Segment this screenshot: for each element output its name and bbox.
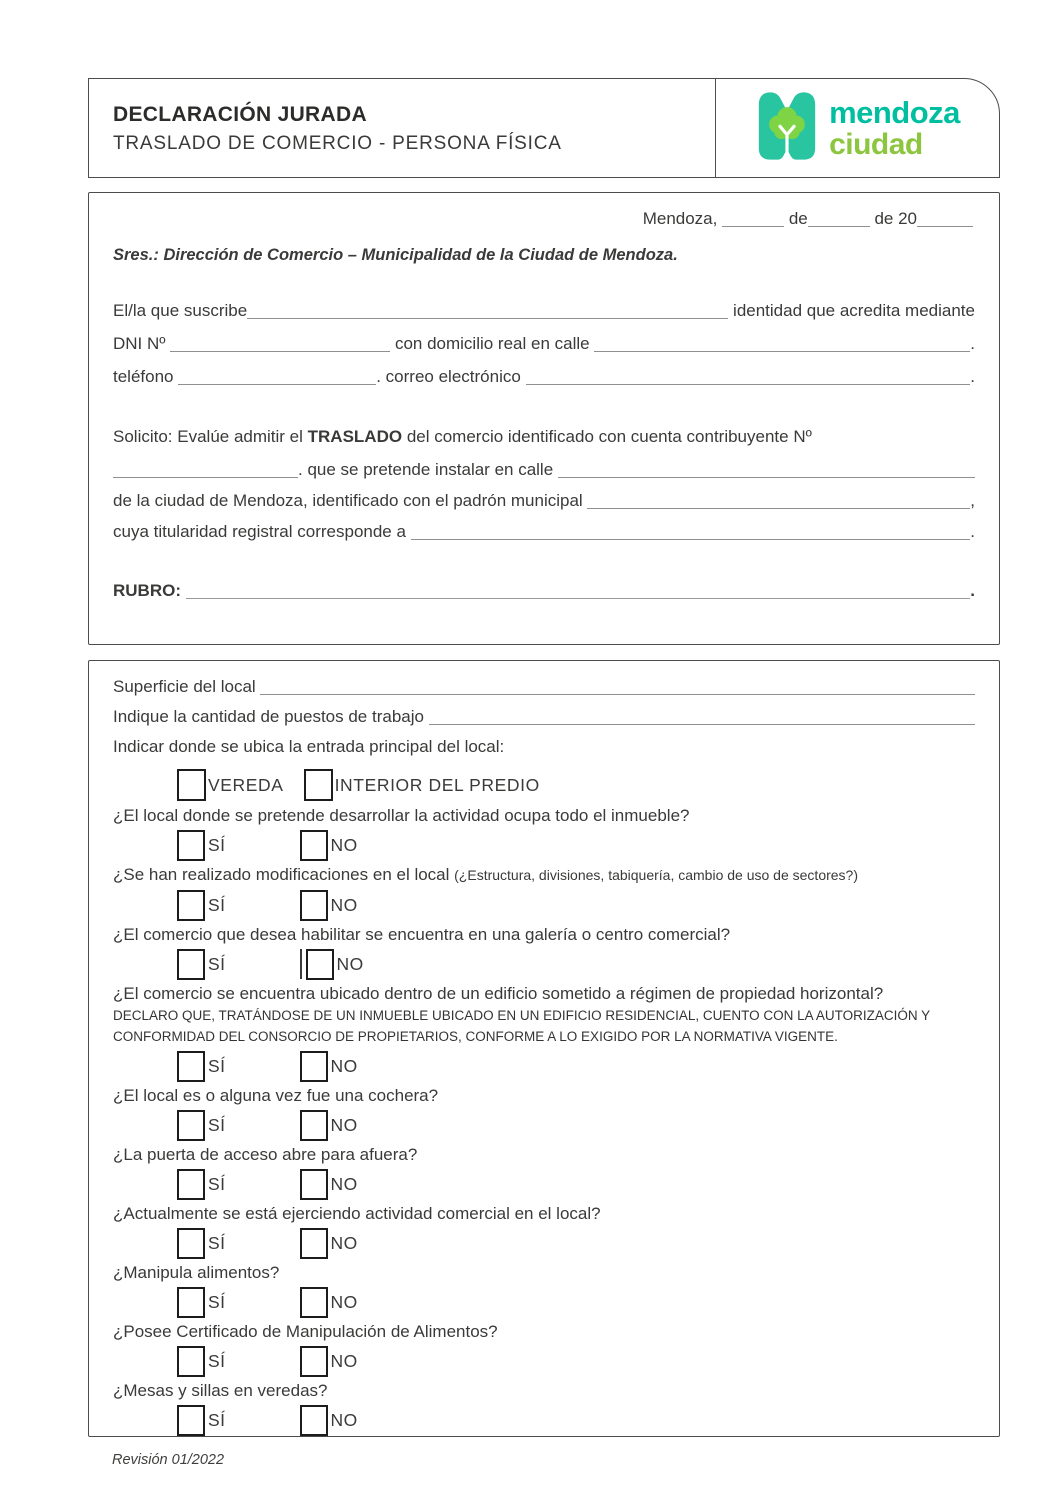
q3-label-si: SÍ [208, 953, 226, 974]
question-9-answers [177, 1342, 975, 1380]
question-10-answers [177, 1401, 975, 1439]
q5-label-no: NO [330, 1114, 358, 1135]
question-10-text: ¿Mesas y sillas en veredas? [113, 1381, 328, 1400]
date-line [113, 209, 975, 233]
question-6-text: ¿La puerta de acceso abre para afuera? [113, 1145, 418, 1164]
q10-checkbox-no[interactable] [300, 1405, 328, 1436]
question-1-text: ¿El local donde se pretende desarrollar la actividad ocupa todo el inmueble? [113, 806, 690, 825]
blank-rubro[interactable] [186, 586, 971, 599]
solicito-post-label: del comercio identificado con cuenta contribuyente Nº [402, 427, 812, 446]
date-de1: de [784, 209, 808, 228]
question-2-note: (¿Estructura, divisiones, tabiquería, cambio de uso de sectores?) [454, 867, 859, 883]
header-titles [89, 79, 715, 177]
puestos-label: Indique la cantidad de puestos de trabajo [113, 707, 429, 726]
mendoza-ciudad-logo [715, 79, 999, 177]
solicito-line [113, 427, 975, 460]
mendoza-m-tree-icon [755, 89, 819, 168]
q4-label-si: SÍ [208, 1055, 226, 1076]
padron-label: de la ciudad de Mendoza, identificado con el padrón municipal [113, 491, 588, 510]
dni-line [113, 334, 975, 367]
question-3-answers [177, 945, 975, 983]
q1-checkbox-si[interactable] [177, 830, 205, 861]
q2-checkbox-si[interactable] [177, 890, 205, 921]
blank-superficie[interactable] [260, 682, 975, 695]
q2-label-no: NO [330, 894, 358, 915]
logo-text-ciudad: ciudad [829, 127, 923, 161]
q10-checkbox-si[interactable] [177, 1405, 205, 1436]
q6-label-si: SÍ [208, 1173, 226, 1194]
q2-checkbox-no[interactable] [300, 890, 328, 921]
question-7-text: ¿Actualmente se está ejerciendo actividad comercial en el local? [113, 1204, 601, 1223]
telefono-line [113, 367, 975, 400]
padron-line [113, 491, 975, 522]
q5-label-si: SÍ [208, 1114, 226, 1135]
form-subtitle: TRASLADO DE COMERCIO - PERSONA FÍSICA [113, 133, 562, 154]
question-3-text: ¿El comercio que desea habilitar se encuentra en una galería o centro comercial? [113, 925, 731, 944]
blank-day[interactable] [722, 214, 784, 227]
logo-wordmark [829, 94, 960, 161]
q5-checkbox-si[interactable] [177, 1110, 205, 1141]
q2-label-si: SÍ [208, 894, 226, 915]
addressee-text: Sres.: Dirección de Comercio – Municipalidad de la Ciudad de Mendoza. [113, 246, 678, 264]
blank-dni[interactable] [170, 339, 390, 352]
question-7-answers [177, 1224, 975, 1262]
titular-line [113, 522, 975, 553]
header-box [88, 78, 1000, 178]
question-8 [113, 1262, 975, 1321]
q10-label-no: NO [330, 1409, 358, 1430]
titular-label: cuya titularidad registral corresponde a [113, 522, 411, 541]
vereda-label: VEREDA [208, 774, 284, 795]
question-2 [113, 864, 975, 924]
blank-calle-instalar[interactable] [558, 465, 975, 478]
date-de2: de 20 [869, 209, 917, 228]
question-3 [113, 924, 975, 983]
telefono-line-period: . [970, 367, 975, 386]
q4-label-no: NO [330, 1055, 358, 1076]
question-4-text: ¿El comercio se encuentra ubicado dentro de un edificio sometido a régimen de propiedad horizontal? [113, 984, 884, 1003]
blank-titular[interactable] [411, 527, 971, 540]
interior-predio-label: INTERIOR DEL PREDIO [334, 774, 540, 795]
q7-checkbox-si[interactable] [177, 1228, 205, 1259]
question-8-answers [177, 1283, 975, 1321]
q8-checkbox-si[interactable] [177, 1287, 205, 1318]
question-9-text: ¿Posee Certificado de Manipulación de Alimentos? [113, 1322, 498, 1341]
domicilio-label: con domicilio real en calle [390, 334, 595, 353]
question-2-text: ¿Se han realizado modificaciones en el local (¿Estructura, divisiones, tabiquería, cambio de uso de sectores?) [113, 865, 859, 884]
dni-label: DNI Nº [113, 334, 171, 353]
q10-label-si: SÍ [208, 1409, 226, 1430]
blank-correo[interactable] [526, 372, 971, 385]
questionnaire-box [88, 660, 1000, 1437]
q6-checkbox-si[interactable] [177, 1169, 205, 1200]
question-6-answers [177, 1165, 975, 1203]
question-10 [113, 1380, 975, 1439]
blank-padron[interactable] [587, 496, 970, 509]
revision-note: Revisión 01/2022 [112, 1452, 225, 1468]
question-5-text: ¿El local es o alguna vez fue una cochera? [113, 1086, 439, 1105]
question-1 [113, 805, 975, 864]
q7-checkbox-no[interactable] [300, 1228, 328, 1259]
solicito-pre-label: Solicito: Evalúe admitir el [113, 427, 308, 446]
q6-checkbox-no[interactable] [300, 1169, 328, 1200]
q3-checkbox-si[interactable] [177, 949, 205, 980]
q9-checkbox-si[interactable] [177, 1346, 205, 1377]
superficie-line [113, 677, 975, 707]
question-2-answers [177, 886, 975, 924]
logo-text-mendoza: mendoza [829, 94, 960, 130]
q8-label-no: NO [330, 1291, 358, 1312]
question-5 [113, 1085, 975, 1144]
blank-puestos[interactable] [429, 712, 975, 725]
q4-checkbox-si[interactable] [177, 1051, 205, 1082]
date-city-label: Mendoza, [642, 209, 723, 228]
question-9 [113, 1321, 975, 1380]
entrada-line [113, 737, 975, 765]
stray-mark [300, 949, 302, 979]
checkbox-interior-predio[interactable] [304, 769, 333, 801]
q4-checkbox-no[interactable] [300, 1051, 328, 1082]
superficie-label: Superficie del local [113, 677, 261, 696]
question-5-answers [177, 1106, 975, 1144]
q7-label-no: NO [330, 1232, 358, 1253]
question-4-declaration: DECLARO QUE, TRATÁNDOSE DE UN INMUEBLE UBICADO EN UN EDIFICIO RESIDENCIAL, CUENTO CON LA AUTORIZACIÓN Y CONFORMIDAD DEL CONSORCIO DE PROPIETARIOS, CONFORME A LO EXIGIDO POR LA NORMATIVA VIGENTE. [113, 1008, 930, 1044]
dni-line-period: . [970, 334, 975, 353]
traslado-word: TRASLADO [307, 427, 403, 446]
question-8-text: ¿Manipula alimentos? [113, 1263, 280, 1282]
titular-period: . [970, 522, 975, 541]
entrada-label: Indicar donde se ubica la entrada principal del local: [113, 737, 505, 756]
blank-nombre[interactable] [247, 306, 728, 319]
q9-label-no: NO [330, 1350, 358, 1371]
q8-checkbox-no[interactable] [300, 1287, 328, 1318]
blank-month[interactable] [808, 214, 870, 227]
suscribe-post-label: identidad que acredita mediante [728, 301, 975, 320]
addressee-line [113, 246, 975, 270]
letter-box [88, 192, 1000, 645]
q9-checkbox-no[interactable] [300, 1346, 328, 1377]
q1-label-si: SÍ [208, 834, 226, 855]
form-title: DECLARACIÓN JURADA [113, 103, 367, 126]
suscribe-line [113, 301, 975, 334]
correo-label: . correo electrónico [376, 367, 526, 386]
q6-label-no: NO [330, 1173, 358, 1194]
puestos-line [113, 707, 975, 737]
instalar-label: . que se pretende instalar en calle [298, 460, 558, 479]
q3-checkbox-no[interactable] [306, 949, 334, 980]
suscribe-label: El/la que suscribe [113, 301, 248, 320]
telefono-label: teléfono [113, 367, 179, 386]
question-7 [113, 1203, 975, 1262]
q5-checkbox-no[interactable] [300, 1110, 328, 1141]
padron-comma: , [970, 491, 975, 510]
question-6 [113, 1144, 975, 1203]
instalar-line [113, 460, 975, 491]
question-4-answers [177, 1047, 975, 1085]
blank-cuenta-contribuyente[interactable] [113, 465, 298, 478]
question-4 [113, 983, 975, 1085]
rubro-period: . [970, 581, 975, 600]
q1-checkbox-no[interactable] [300, 830, 328, 861]
q1-label-no: NO [330, 834, 358, 855]
blank-telefono[interactable] [178, 372, 376, 385]
q9-label-si: SÍ [208, 1350, 226, 1371]
entrada-options-row [177, 765, 975, 805]
rubro-line [113, 581, 975, 607]
question-1-answers [177, 826, 975, 864]
checkbox-vereda[interactable] [177, 769, 206, 801]
blank-domicilio[interactable] [594, 339, 970, 352]
blank-year[interactable] [917, 214, 973, 227]
q3-label-no: NO [336, 953, 364, 974]
q8-label-si: SÍ [208, 1291, 226, 1312]
q7-label-si: SÍ [208, 1232, 226, 1253]
rubro-label: RUBRO: [113, 581, 186, 600]
